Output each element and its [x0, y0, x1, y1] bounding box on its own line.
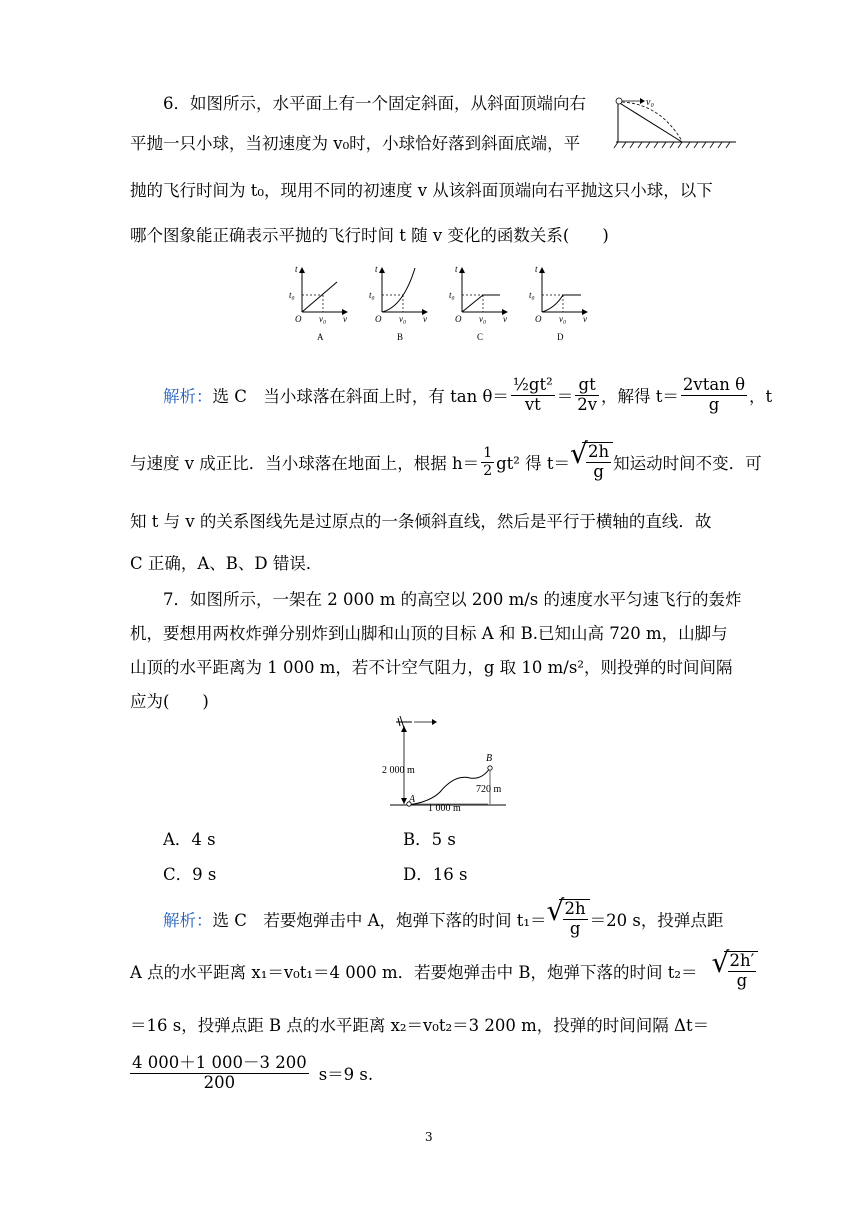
- radical-icon: √: [546, 894, 565, 928]
- q6-sol-b3: 知运动时间不变．可: [613, 454, 762, 473]
- q6-sol-a: 选 C 当小球落在斜面上时，有 tan θ＝: [212, 387, 509, 406]
- gt-num: gt: [578, 374, 596, 394]
- q7-solution-line4: [130, 1048, 373, 1098]
- target-a-label: A: [409, 794, 416, 805]
- graph-c-o: O: [455, 314, 462, 324]
- t-den: g: [681, 395, 747, 415]
- q7-s2a: A 点的水平距离 x₁＝v₀t₁＝4 000 m．若要炮弹击中 B，炮弹下落的时间 t₂＝: [130, 963, 698, 982]
- mountain-height-label: 720 m: [476, 784, 502, 795]
- incline-figure: [612, 92, 740, 154]
- graph-options: [285, 262, 605, 344]
- graph-c-t0: t₀: [449, 290, 455, 300]
- q7-s1a: 选 C 若要炮弹击中 A，炮弹下落的时间 t₁＝: [212, 911, 547, 930]
- bomber-figure: [380, 712, 510, 816]
- graph-d-t: t: [535, 264, 538, 274]
- q6-line1: 6．如图所示，水平面上有一个固定斜面，从斜面顶端向右: [163, 94, 586, 113]
- gt-fraction: [575, 376, 599, 415]
- tan-den: vt: [511, 395, 555, 415]
- tan-fraction: [511, 376, 555, 415]
- graph-b-t: t: [375, 264, 378, 274]
- graph-c-v0: v₀: [479, 314, 487, 324]
- q6-line4: 哪个图象能正确表示平抛的飞行时间 t 随 v 变化的函数关系( ): [130, 226, 609, 245]
- graph-b: [369, 264, 427, 342]
- half-fraction: [481, 445, 494, 478]
- half-num: 1: [483, 445, 493, 462]
- graph-c-label: C: [477, 332, 484, 342]
- q6-solution-line4: C 正确，A、B、D 错误．: [130, 554, 323, 573]
- t2-fraction: [728, 952, 757, 991]
- graph-b-label: B: [397, 332, 404, 342]
- target-b-label: B: [486, 753, 493, 764]
- q7-line2: 机，要想用两枚炸弹分别炸到山脚和山顶的目标 A 和 B.已知山高 720 m，山脚与: [130, 624, 728, 643]
- page-number: 3: [425, 1130, 433, 1144]
- distance-label: 1 000 m: [428, 803, 461, 814]
- dt-num: 4 000＋1 000－3 200: [132, 1052, 307, 1072]
- graph-a-o: O: [295, 314, 302, 324]
- graph-d-v0: v₀: [559, 314, 567, 324]
- radical-icon: √: [570, 437, 588, 471]
- q7-solution-line1: [163, 896, 723, 942]
- q7-solution-line3: ＝16 s，投弹点距 B 点的水平距离 x₂＝v₀t₂＝3 200 m，投弹的时间间隔 Δt＝: [130, 1016, 710, 1035]
- option-b[interactable]: B．5 s: [403, 830, 456, 849]
- graph-a-t0: t₀: [289, 290, 295, 300]
- graph-a-label: A: [317, 332, 324, 342]
- t1-fraction: [563, 900, 588, 939]
- graph-d-v: v: [583, 314, 587, 324]
- t-num: 2vtan θ: [682, 374, 746, 394]
- sqrt-2h-g: [570, 437, 613, 482]
- graph-a: [289, 264, 347, 342]
- q6-sol-b1: 与速度 v 成正比．当小球落在地面上，根据 h＝: [130, 454, 480, 473]
- q7-solution-line2: [130, 946, 758, 996]
- graph-options-svg: [285, 262, 605, 344]
- q7-s4-end: s＝9 s.: [318, 1065, 374, 1084]
- t1-num: 2h: [564, 899, 586, 919]
- half-den: 2: [483, 462, 493, 479]
- graph-d-t0: t₀: [529, 290, 535, 300]
- q6-solution-line3: 知 t 与 v 的关系图线先是过原点的一条倾斜直线，然后是平行于横轴的直线．故: [130, 512, 712, 531]
- graph-d-o: O: [535, 314, 542, 324]
- q6-line2: 平抛一只小球，当初速度为 v₀时，小球恰好落到斜面底端，平: [130, 134, 581, 153]
- gt-den: 2v: [577, 394, 598, 414]
- option-c[interactable]: C．9 s: [163, 865, 217, 884]
- graph-d: [529, 264, 587, 342]
- graph-a-t: t: [295, 264, 298, 274]
- q7-line4: 应为( ): [130, 692, 209, 711]
- graph-d-label: D: [557, 332, 564, 342]
- graph-c-t: t: [455, 264, 458, 274]
- q6-sol-eq2: ＝: [556, 387, 574, 406]
- t2-num: 2h′: [729, 951, 755, 971]
- graph-a-v: v: [343, 314, 347, 324]
- q6-sol-mid: ，解得 t＝: [601, 387, 679, 406]
- q7-line3: 山顶的水平距离为 1 000 m，若不计空气阻力，g 取 10 m/s²，则投弹的时间间隔: [130, 658, 733, 677]
- option-a[interactable]: A．4 s: [163, 830, 216, 849]
- q6-solution-line2: [130, 437, 762, 484]
- t1-den: g: [563, 919, 588, 939]
- sqrt-fraction: [586, 443, 611, 482]
- graph-c-v: v: [503, 314, 507, 324]
- graph-b-t0: t₀: [369, 290, 375, 300]
- sqrt-num: 2h: [588, 442, 610, 462]
- sqrt-t1: [546, 894, 590, 939]
- sqrt-t2: [711, 946, 759, 991]
- t-fraction: [681, 376, 747, 415]
- sqrt-den: g: [586, 462, 611, 482]
- t2-den: g: [728, 971, 757, 991]
- graph-b-v0: v₀: [399, 314, 407, 324]
- q7-line1: 7．如图所示，一架在 2 000 m 的高空以 200 m/s 的速度水平匀速飞行的轰炸: [163, 590, 742, 609]
- tan-num: ½gt²: [512, 374, 553, 394]
- graph-a-v0: v₀: [319, 314, 327, 324]
- option-d[interactable]: D．16 s: [403, 865, 468, 884]
- dt-fraction: [130, 1054, 309, 1093]
- incline-v0-label: v₀: [646, 97, 654, 108]
- q6-solution-line1: [163, 368, 772, 422]
- height-label: 2 000 m: [382, 765, 415, 776]
- graph-b-o: O: [375, 314, 382, 324]
- q6-sol-b2: gt² 得 t＝: [496, 454, 571, 473]
- q6-line3: 抛的飞行时间为 t₀，现用不同的初速度 v 从该斜面顶端向右平抛这只小球，以下: [130, 181, 713, 200]
- radical-icon: √: [711, 946, 730, 980]
- q7-s1b: ＝20 s，投弹点距: [589, 911, 724, 930]
- q7-solution-label: 解析：: [163, 911, 213, 930]
- q6-solution-label: 解析：: [163, 387, 213, 406]
- q6-sol-end: ，t: [749, 387, 773, 406]
- dt-den: 200: [130, 1073, 309, 1093]
- graph-c: [449, 264, 507, 342]
- graph-b-v: v: [423, 314, 427, 324]
